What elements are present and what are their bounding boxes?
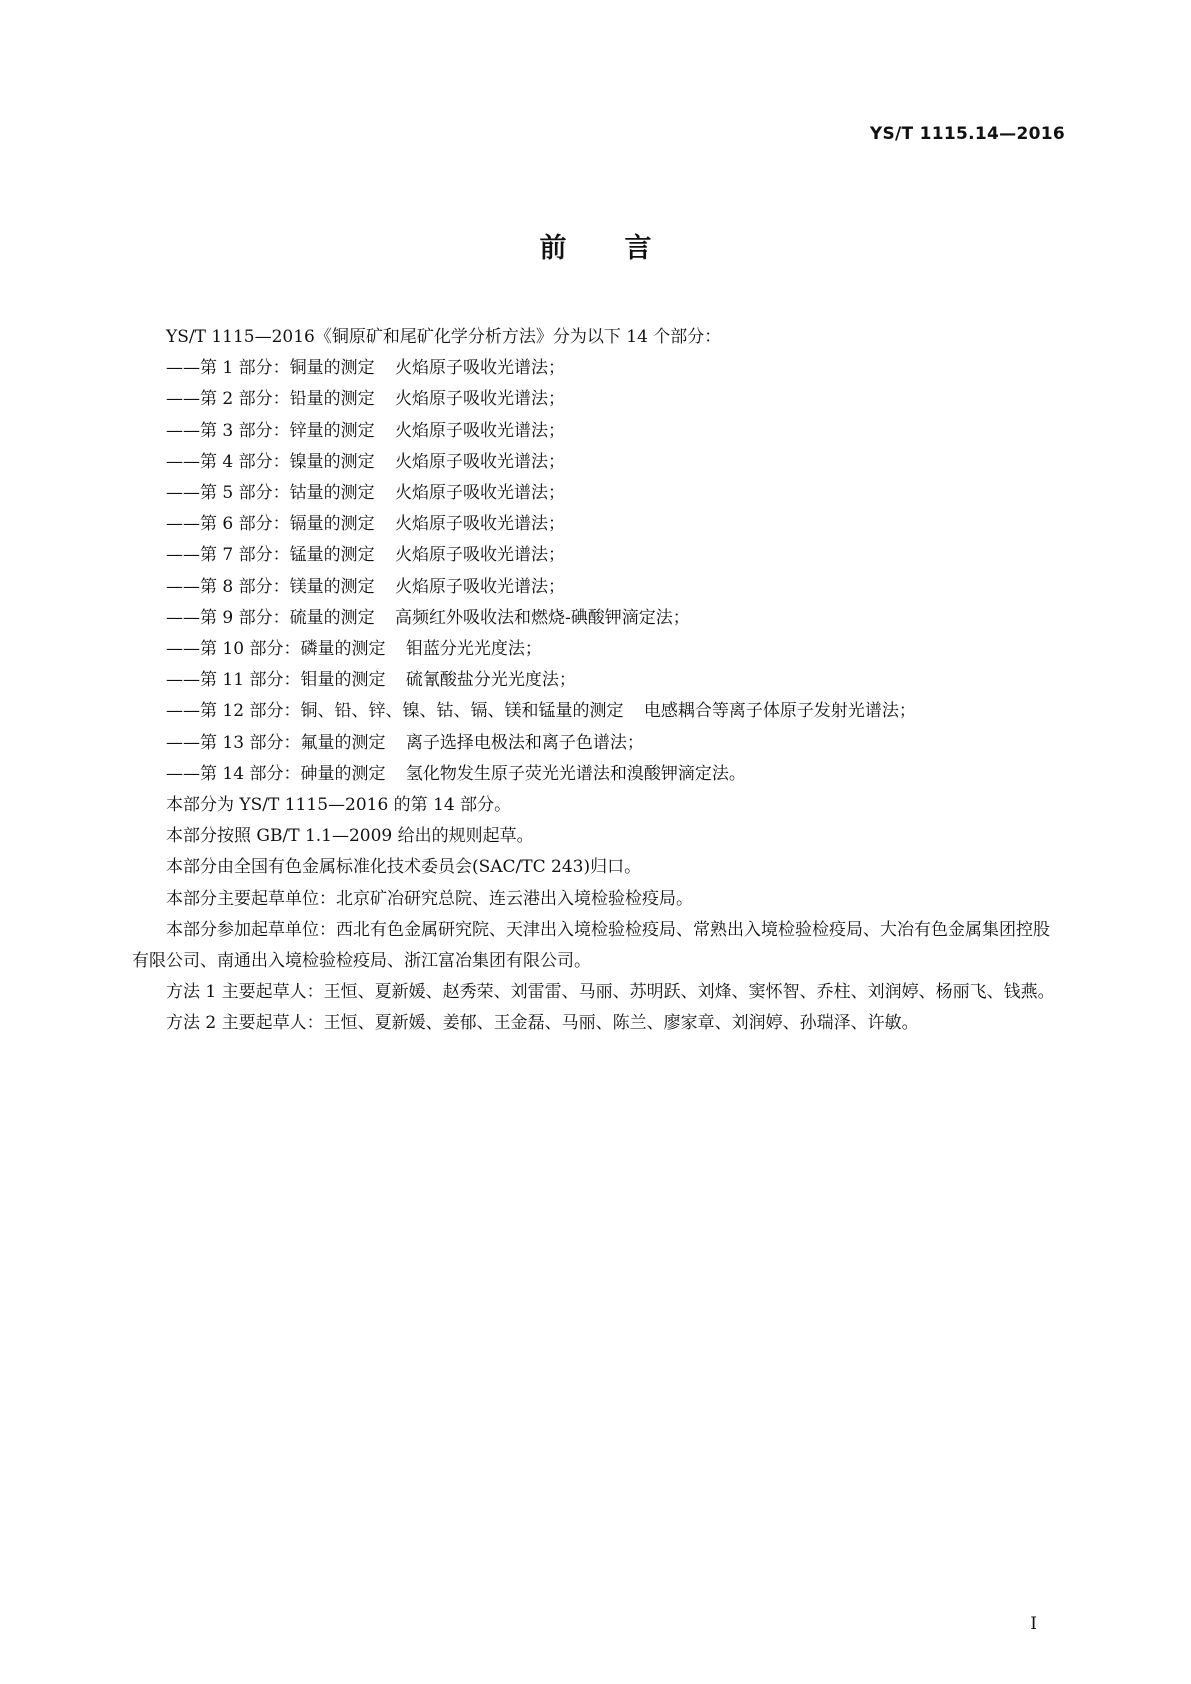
list-item [132, 416, 1066, 447]
list-item [132, 447, 1066, 478]
part-label: ——第 14 部分：砷量的测定 [166, 763, 386, 784]
part-method: 火焰原子吸收光谱法； [395, 358, 566, 379]
part-label: ——第 1 部分：铜量的测定 [166, 358, 375, 379]
part-method: 火焰原子吸收光谱法； [395, 545, 566, 566]
part-method: 火焰原子吸收光谱法； [395, 514, 566, 535]
part-method: 离子选择电极法和离子色谱法； [405, 732, 644, 753]
list-item [132, 696, 1066, 727]
part-label: ——第 4 部分：镍量的测定 [166, 451, 375, 472]
centralized-by-paragraph: 本部分由全国有色金属标准化技术委员会(SAC/TC 243)归口。 [166, 857, 642, 878]
part-label: ——第 8 部分：镁量的测定 [166, 576, 375, 597]
main-drafting-units-paragraph: 本部分主要起草单位：北京矿冶研究总院、连云港出入境检验检疫局。 [166, 888, 693, 909]
part-method: 钼蓝分光光度法； [405, 639, 542, 660]
part-method: 火焰原子吸收光谱法； [395, 389, 566, 410]
part-label: ——第 10 部分：磷量的测定 [166, 639, 386, 660]
list-item [132, 634, 1066, 665]
list-item [132, 540, 1066, 571]
participating-units-paragraph: 本部分参加起草单位：西北有色金属研究院、天津出入境检验检疫局、常熟出入境检验检疫局、大冶有色金属集团控股有限公司、南通出入境检验检疫局、浙江富冶集团有限公司。 [132, 919, 1050, 972]
page-title: 前言 [539, 233, 710, 264]
part-label: ——第 6 部分：镉量的测定 [166, 514, 375, 535]
part-label: ——第 2 部分：铅量的测定 [166, 389, 375, 410]
list-item [132, 665, 1066, 696]
part-method: 高频红外吸收法和燃烧-碘酸钾滴定法； [395, 607, 690, 628]
method1-drafters-paragraph: 方法 1 主要起草人：王恒、夏新媛、赵秀荣、刘雷雷、马丽、苏明跃、刘烽、窦怀智、乔柱、刘润婷、杨丽飞、钱燕。 [166, 982, 1055, 1003]
document-body [132, 322, 1066, 1040]
list-item [132, 384, 1066, 415]
list-item [132, 728, 1066, 759]
list-item [132, 509, 1066, 540]
part-label: ——第 3 部分：锌量的测定 [166, 420, 375, 441]
part-label: ——第 7 部分：锰量的测定 [166, 545, 375, 566]
part-of-paragraph: 本部分为 YS/T 1115—2016 的第 14 部分。 [166, 795, 512, 816]
standard-number: YS/T 1115.14—2016 [869, 124, 1065, 144]
list-item [132, 759, 1066, 790]
parts-list [132, 353, 1066, 790]
part-method: 火焰原子吸收光谱法； [395, 420, 566, 441]
part-label: ——第 12 部分：铜、铅、锌、镍、钴、镉、镁和锰量的测定 [166, 701, 624, 722]
part-method: 火焰原子吸收光谱法； [395, 483, 566, 504]
part-method: 火焰原子吸收光谱法； [395, 576, 566, 597]
part-label: ——第 13 部分：氟量的测定 [166, 732, 386, 753]
part-label: ——第 9 部分：硫量的测定 [166, 607, 375, 628]
list-item [132, 353, 1066, 384]
part-method: 硫氰酸盐分光光度法； [405, 670, 576, 691]
list-item [132, 572, 1066, 603]
list-item [132, 603, 1066, 634]
page-number: I [1030, 1614, 1037, 1634]
intro-paragraph: YS/T 1115—2016《铜原矿和尾矿化学分析方法》分为以下 14 个部分： [166, 327, 722, 347]
list-item [132, 478, 1066, 509]
part-method: 氢化物发生原子荧光光谱法和溴酸钾滴定法。 [405, 763, 746, 784]
part-label: ——第 5 部分：钴量的测定 [166, 483, 375, 504]
method2-drafters-paragraph: 方法 2 主要起草人：王恒、夏新媛、姜郁、王金磊、马丽、陈兰、廖家章、刘润婷、孙瑞泽、许敏。 [166, 1013, 919, 1034]
part-label: ——第 11 部分：钼量的测定 [166, 670, 386, 691]
part-method: 火焰原子吸收光谱法； [395, 451, 566, 472]
part-method: 电感耦合等离子体原子发射光谱法； [643, 701, 916, 722]
drafting-rules-paragraph: 本部分按照 GB/T 1.1—2009 给出的规则起草。 [166, 826, 534, 847]
